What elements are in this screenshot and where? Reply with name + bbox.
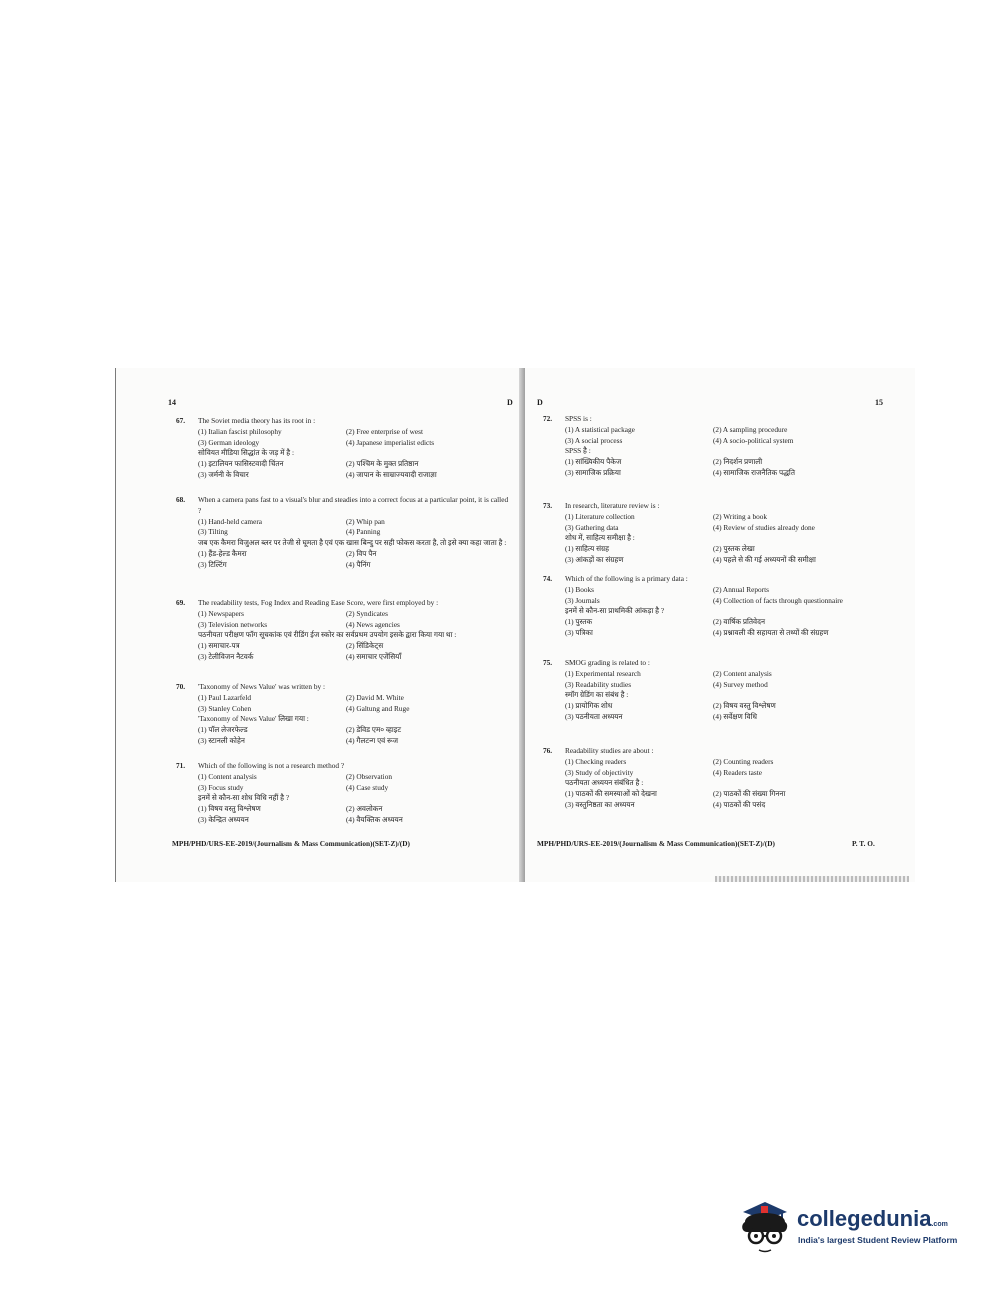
option-3: (3) Study of objectivity [565, 767, 634, 777]
logo-tagline: India's largest Student Review Platform [798, 1235, 958, 1245]
question-text: SPSS is : [565, 414, 592, 423]
option-4: (4) Review of studies already done [713, 522, 815, 532]
hindi-option-4: (4) पैनिंग [346, 559, 371, 569]
page-number: 15 [875, 398, 883, 407]
question-number: 71. [176, 761, 186, 770]
option-4: (4) Collection of facts through questionnaire [713, 595, 843, 605]
hindi-option-4: (4) पहले से की गई अध्ययनों की समीक्षा [713, 554, 816, 564]
option-1: (1) Experimental research [565, 668, 641, 678]
hindi-option-2: (2) निदर्शन प्रणाली [713, 457, 763, 467]
question-74 [543, 574, 893, 639]
option-1: (1) Checking readers [565, 756, 627, 766]
option-4: (4) Readers taste [713, 767, 763, 777]
hindi-question-text: स्मॉग ग्रेडिंग का संबंध है : [565, 690, 629, 700]
question-text: 'Taxonomy of News Value' was written by : [198, 682, 326, 691]
question-number: 75. [543, 658, 553, 667]
hindi-option-1: (1) इटालियन फासिस्टवादी चिंतन [198, 459, 284, 469]
question-67 [176, 416, 512, 481]
question-69 [176, 598, 512, 663]
page-footer: MPH/PHD/URS-EE-2019/(Journalism & Mass Communication)(SET-Z)/(D) [172, 839, 410, 848]
hindi-question-text: इनमें से कौन-सा प्राथमिकी आंकड़ा है ? [565, 606, 665, 616]
hindi-option-3: (3) जर्मनी के विचार [198, 469, 249, 479]
logo-domain-suffix: .com [931, 1221, 948, 1228]
option-1: (1) Italian fascist philosophy [198, 426, 282, 436]
scan-edge-strip [715, 876, 909, 882]
question-number: 74. [543, 574, 553, 583]
question-text: When a camera pans fast to a visual's blur and steadies into a correct focus at a particular point, it is called ? [198, 495, 509, 515]
question-number: 72. [543, 414, 553, 423]
option-2: (2) Counting readers [713, 756, 774, 766]
hindi-option-3: (3) आंकड़ों का संग्रहण [565, 554, 624, 564]
question-73 [543, 501, 893, 566]
option-4: (4) Case study [346, 782, 389, 792]
question-text: Which of the following is not a research method ? [198, 761, 345, 770]
logo-wordmark [797, 1206, 948, 1232]
option-2: (2) Observation [346, 771, 392, 781]
question-70 [176, 682, 512, 747]
hindi-option-4: (4) सामाजिक राजनैतिक पद्धति [713, 467, 795, 477]
hindi-option-2: (2) विप पैन [346, 548, 377, 558]
hindi-option-2: (2) पश्चिम के मुक्त प्रतिष्ठान [346, 459, 419, 469]
option-2: (2) David M. White [346, 692, 404, 702]
hindi-option-2: (2) अवलोकन [346, 804, 383, 814]
hindi-option-4: (4) गैलटन्ग एवं रूज [346, 735, 399, 745]
hindi-option-4: (4) जापान के साम्राज्यवादी राजाज्ञा [346, 469, 437, 479]
hindi-option-1: (1) पाठकों की समस्याओं को देखना [565, 789, 657, 799]
pto-label: P. T. O. [852, 839, 875, 848]
question-71 [176, 761, 512, 826]
question-76 [543, 746, 893, 811]
option-3: (3) Tilting [198, 527, 228, 537]
option-3: (3) Journals [565, 595, 600, 605]
collegedunia-logo [735, 1198, 960, 1260]
question-72 [543, 414, 893, 479]
option-1: (1) Books [565, 584, 594, 594]
option-4: (4) Galtung and Ruge [346, 703, 410, 713]
hindi-option-2: (2) विषय वस्तु विश्लेषण [713, 701, 776, 711]
hindi-option-4: (4) पाठकों की पसंद [713, 799, 766, 809]
hindi-question-text: पठनीयता अध्ययन संबंधित है : [565, 778, 644, 788]
option-4: (4) A socio-political system [713, 435, 794, 445]
set-code: D [537, 398, 543, 407]
page-footer: MPH/PHD/URS-EE-2019/(Journalism & Mass Communication)(SET-Z)/(D) [537, 839, 775, 848]
question-number: 70. [176, 682, 186, 691]
hindi-option-1: (1) हैंड-हेल्ड कैमरा [198, 548, 247, 558]
hindi-option-4: (4) सर्वेक्षण विधि [713, 711, 757, 721]
question-text: SMOG grading is related to : [565, 658, 650, 667]
option-2: (2) Free enterprise of west [346, 426, 423, 436]
option-2: (2) Content analysis [713, 668, 772, 678]
hindi-question-text: शोध में, साहित्य समीक्षा है : [565, 533, 635, 543]
hindi-option-3: (3) टेलीविजन नैटवर्क [198, 651, 254, 661]
set-code: D [507, 398, 513, 407]
question-number: 68. [176, 495, 186, 504]
mascot-icon [735, 1198, 795, 1260]
page-number: 14 [168, 398, 176, 407]
hindi-option-3: (3) टिल्टिंग [198, 559, 227, 569]
option-3: (3) Focus study [198, 782, 244, 792]
option-4: (4) News agencies [346, 619, 400, 629]
option-1: (1) Paul Lazarfeld [198, 692, 252, 702]
option-3: (3) Readability studies [565, 679, 632, 689]
option-3: (3) German ideology [198, 437, 260, 447]
hindi-option-2: (2) डेविड एम० व्हाइट [346, 725, 402, 735]
hindi-option-2: (2) वार्षिक प्रतिवेदन [713, 617, 765, 627]
hindi-question-text: पठनीयता परीक्षण फॉग सूचकांक एवं रीडिंग ईज स्कोर का सर्वप्रथम उपयोग इसके द्वारा किया गया था : [198, 630, 457, 640]
option-2: (2) Syndicates [346, 608, 388, 618]
hindi-question-text: 'Taxonomy of News Value' लिखा गया : [198, 714, 309, 724]
hindi-option-2: (2) पुस्तक लेखा [713, 544, 755, 554]
option-1: (1) Hand-held camera [198, 516, 263, 526]
question-text: Which of the following is a primary data : [565, 574, 688, 583]
hindi-option-3: (3) वस्तुनिष्ठता का अध्ययन [565, 799, 635, 809]
question-number: 73. [543, 501, 553, 510]
option-2: (2) A sampling procedure [713, 424, 788, 434]
option-3: (3) Gathering data [565, 522, 619, 532]
exam-paper-spread [115, 368, 915, 882]
question-text: In research, literature review is : [565, 501, 660, 510]
option-4: (4) Panning [346, 527, 381, 537]
question-number: 76. [543, 746, 553, 755]
option-4: (4) Japanese imperialist edicts [346, 437, 435, 447]
hindi-option-1: (1) पुस्तक [565, 617, 593, 627]
option-1: (1) A statistical package [565, 424, 635, 434]
hindi-option-3: (3) सामाजिक प्रक्रिया [565, 467, 621, 477]
hindi-option-3: (3) पठनीयता अध्ययन [565, 711, 623, 721]
question-68 [176, 495, 512, 571]
hindi-question-text: SPSS है : [565, 446, 591, 456]
hindi-question-text: जब एक कैमरा विजुअल ब्लर पर तेजी से घूमता है एवं एक खास बिन्दु पर सही फोकस करता है, तो इसे क्या कहा जाता है : [198, 538, 507, 548]
hindi-option-3: (3) केन्द्रित अध्ययन [198, 814, 249, 824]
option-4: (4) Survey method [713, 679, 768, 689]
option-1: (1) Content analysis [198, 771, 257, 781]
hindi-option-3: (3) स्टानली कोहेन [198, 735, 245, 745]
hindi-option-1: (1) सांख्यिकीय पैकेज [565, 457, 622, 467]
hindi-option-2: (2) सिंडिकेट्स [346, 641, 384, 651]
hindi-question-text: सोवियत मीडिया सिद्धांत के जड़ में है : [198, 448, 294, 458]
option-1: (1) Literature collection [565, 511, 635, 521]
hindi-option-1: (1) पॉल लेजरफेल्ड [198, 725, 248, 735]
question-text: Readability studies are about : [565, 746, 654, 755]
question-number: 67. [176, 416, 186, 425]
right-page [525, 368, 915, 882]
logo-name: collegedunia [797, 1206, 932, 1231]
hindi-option-2: (2) पाठकों की संख्या गिनना [713, 789, 786, 799]
option-1: (1) Newspapers [198, 608, 244, 618]
hindi-option-3: (3) पत्रिका [565, 627, 593, 637]
hindi-option-1: (1) साहित्य संग्रह [565, 544, 610, 554]
hindi-question-text: इनमें से कौन-सा शोध विधि नहीं है ? [198, 793, 290, 803]
left-page [115, 368, 524, 882]
hindi-option-1: (1) प्रायोगिक शोध [565, 701, 613, 711]
hindi-option-4: (4) प्रश्नावली की सहायता से तथ्यों की संग्रहण [713, 627, 829, 637]
question-text: The Soviet media theory has its root in : [198, 416, 316, 425]
option-2: (2) Writing a book [713, 511, 768, 521]
hindi-option-4: (4) समाचार एजेंसियाँ [346, 651, 402, 661]
option-3: (3) A social process [565, 435, 623, 445]
hindi-option-1: (1) विषय वस्तु विश्लेषण [198, 804, 261, 814]
hindi-option-4: (4) वैयक्तिक अध्ययन [346, 814, 403, 824]
question-number: 69. [176, 598, 186, 607]
question-75 [543, 658, 893, 723]
option-3: (3) Television networks [198, 619, 268, 629]
hindi-option-1: (1) समाचार-पत्र [198, 641, 240, 651]
question-text: The readability tests, Fog Index and Reading Ease Score, were first employed by : [198, 598, 439, 607]
option-2: (2) Annual Reports [713, 584, 769, 594]
option-2: (2) Whip pan [346, 516, 385, 526]
option-3: (3) Stanley Cohen [198, 703, 252, 713]
